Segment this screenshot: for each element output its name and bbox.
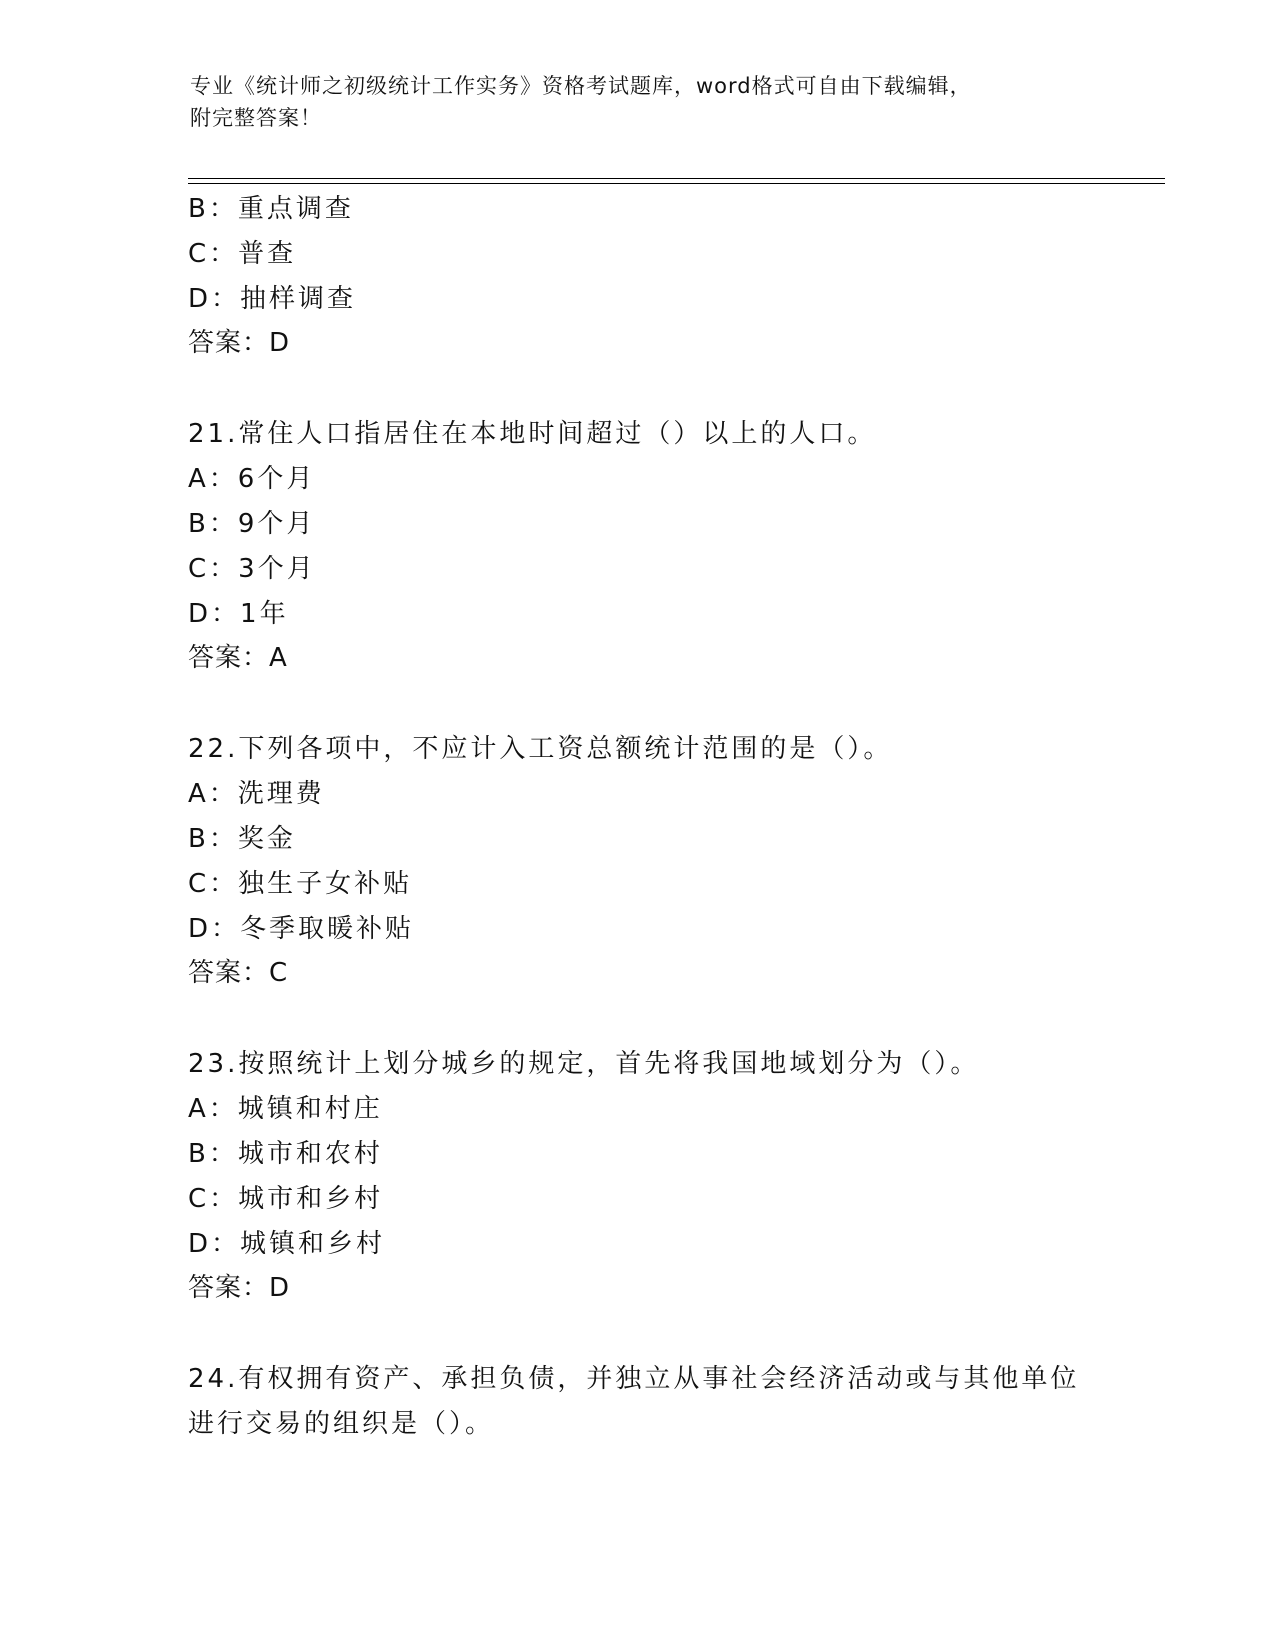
answer: 答案：C bbox=[188, 958, 289, 988]
option-d: D：抽样调查 bbox=[188, 284, 357, 314]
option-c: C：普查 bbox=[188, 239, 297, 269]
header-divider-bottom bbox=[188, 183, 1165, 184]
option-b: B：城市和农村 bbox=[188, 1139, 383, 1169]
option-b: B：奖金 bbox=[188, 824, 296, 854]
header-line-1: 专业《统计师之初级统计工作实务》资格考试题库，word格式可自由下载编辑， bbox=[190, 74, 972, 98]
option-a: A：洗理费 bbox=[188, 779, 325, 809]
question-stem-line-2: 进行交易的组织是（）。 bbox=[188, 1409, 495, 1439]
question-stem: 21.常住人口指居住在本地时间超过（）以上的人口。 bbox=[188, 419, 877, 449]
answer: 答案：A bbox=[188, 643, 288, 673]
option-c: C：城市和乡村 bbox=[188, 1184, 384, 1214]
option-c: C：3个月 bbox=[188, 554, 316, 584]
question-stem-line-1: 24.有权拥有资产、承担负债，并独立从事社会经济活动或与其他单位 bbox=[188, 1364, 1080, 1394]
option-a: A：城镇和村庄 bbox=[188, 1094, 383, 1124]
document-header bbox=[190, 70, 1070, 134]
option-a: A：6个月 bbox=[188, 464, 316, 494]
question-stem: 22.下列各项中，不应计入工资总额统计范围的是（）。 bbox=[188, 734, 893, 764]
option-d: D：城镇和乡村 bbox=[188, 1229, 386, 1259]
answer: 答案：D bbox=[188, 328, 291, 358]
header-line-2: 附完整答案！ bbox=[190, 106, 322, 130]
option-d: D：冬季取暖补贴 bbox=[188, 914, 415, 944]
option-d: D：1年 bbox=[188, 599, 289, 629]
answer: 答案：D bbox=[188, 1273, 291, 1303]
option-b: B：重点调查 bbox=[188, 194, 354, 224]
header-divider-top bbox=[188, 178, 1165, 179]
option-c: C：独生子女补贴 bbox=[188, 869, 413, 899]
option-b: B：9个月 bbox=[188, 509, 316, 539]
question-stem: 23.按照统计上划分城乡的规定，首先将我国地域划分为（）。 bbox=[188, 1049, 980, 1079]
